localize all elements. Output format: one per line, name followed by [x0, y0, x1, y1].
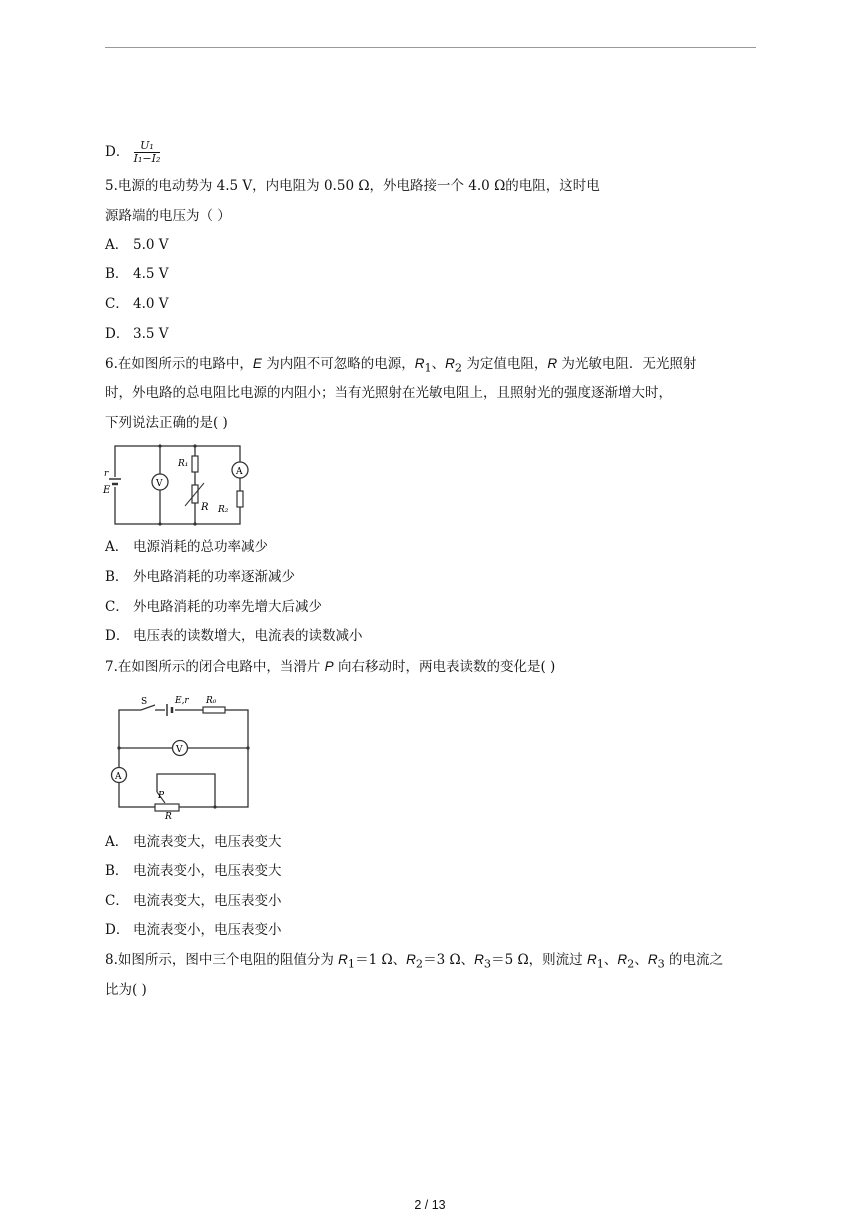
- header-rule: [105, 47, 756, 48]
- q5-option-d: D． 3.5 V: [105, 326, 169, 342]
- q6-option-d: D． 电压表的读数增大，电流表的读数减小: [105, 628, 363, 644]
- q5-option-a: A． 5.0 V: [105, 237, 169, 253]
- q6-stem-line1: 6.在如图所示的电路中，E 为内阻不可忽略的电源，$R_1$、$R_2$ 为定值电阻，R 为光敏电阻．无光照射: [105, 356, 697, 375]
- q4-option-d: D． $\frac{\text{U₁}}{\text{I₁−I₂}}$: [105, 139, 161, 165]
- q7-option-a: A． 电流表变大，电压表变大: [105, 834, 282, 850]
- switch-label: S: [141, 697, 148, 707]
- r2-label: R₂: [218, 505, 229, 515]
- q5-stem-line1: 5.电源的电动势为 4.5 V，内电阻为 0.50 Ω，外电路接一个 4.0 Ω的电阻，这时电: [105, 178, 600, 194]
- voltmeter-label: V: [156, 479, 163, 489]
- voltmeter-label: V: [176, 745, 183, 755]
- q6-stem-line3: 下列说法正确的是( ): [105, 415, 228, 431]
- q6-circuit-diagram: [100, 440, 250, 530]
- ammeter-label: A: [115, 772, 122, 782]
- battery-e-label: E: [103, 485, 111, 496]
- q6-option-b: B． 外电路消耗的功率逐渐减少: [105, 569, 295, 585]
- q5-option-b: B． 4.5 V: [105, 266, 169, 282]
- battery-r-label: r: [104, 469, 109, 479]
- q5-stem-line2: 源路端的电压为（ ）: [105, 208, 231, 224]
- q4-fraction: [134, 140, 161, 165]
- q6-option-a: A． 电源消耗的总功率减少: [105, 539, 268, 555]
- q8-stem-line2: 比为( ): [105, 982, 147, 998]
- battery-label: E,r: [175, 696, 189, 706]
- q8-stem-line1: 8.如图所示，图中三个电阻的阻值分为 $R_1=1$ Ω、$R_2=3$ Ω、$R_3=5$ Ω，则流过 $R_1$、$R_2$、$R_3$ 的电流之: [105, 952, 724, 971]
- r1-label: R₁: [178, 459, 189, 469]
- rheostat-label: R: [165, 812, 172, 820]
- q7-circuit-diagram: [105, 690, 255, 820]
- q5-option-c: C． 4.0 V: [105, 296, 169, 312]
- r0-label: R₀: [206, 696, 217, 706]
- page-number: 2 / 13: [414, 1198, 446, 1212]
- q7-option-d: D． 电流表变小，电压表变小: [105, 922, 282, 938]
- q7-option-c: C． 电流表变大，电压表变小: [105, 893, 282, 909]
- photoresistor-label: R: [201, 502, 209, 513]
- ammeter-label: A: [236, 467, 243, 477]
- q7-stem: 7.在如图所示的闭合电路中，当滑片 P 向右移动时，两电表读数的变化是( ): [105, 659, 556, 675]
- q6-option-c: C． 外电路消耗的功率先增大后减少: [105, 599, 322, 615]
- q7-option-b: B． 电流表变小，电压表变大: [105, 863, 282, 879]
- q6-stem-line2: 时，外电路的总电阻比电源的内阻小；当有光照射在光敏电阻上，且照射光的强度逐渐增大时，: [105, 385, 672, 401]
- slider-p-label: P: [158, 791, 165, 801]
- fraction-denominator: I₁−I₂: [133, 152, 161, 165]
- fraction-numerator: U₁: [134, 140, 161, 153]
